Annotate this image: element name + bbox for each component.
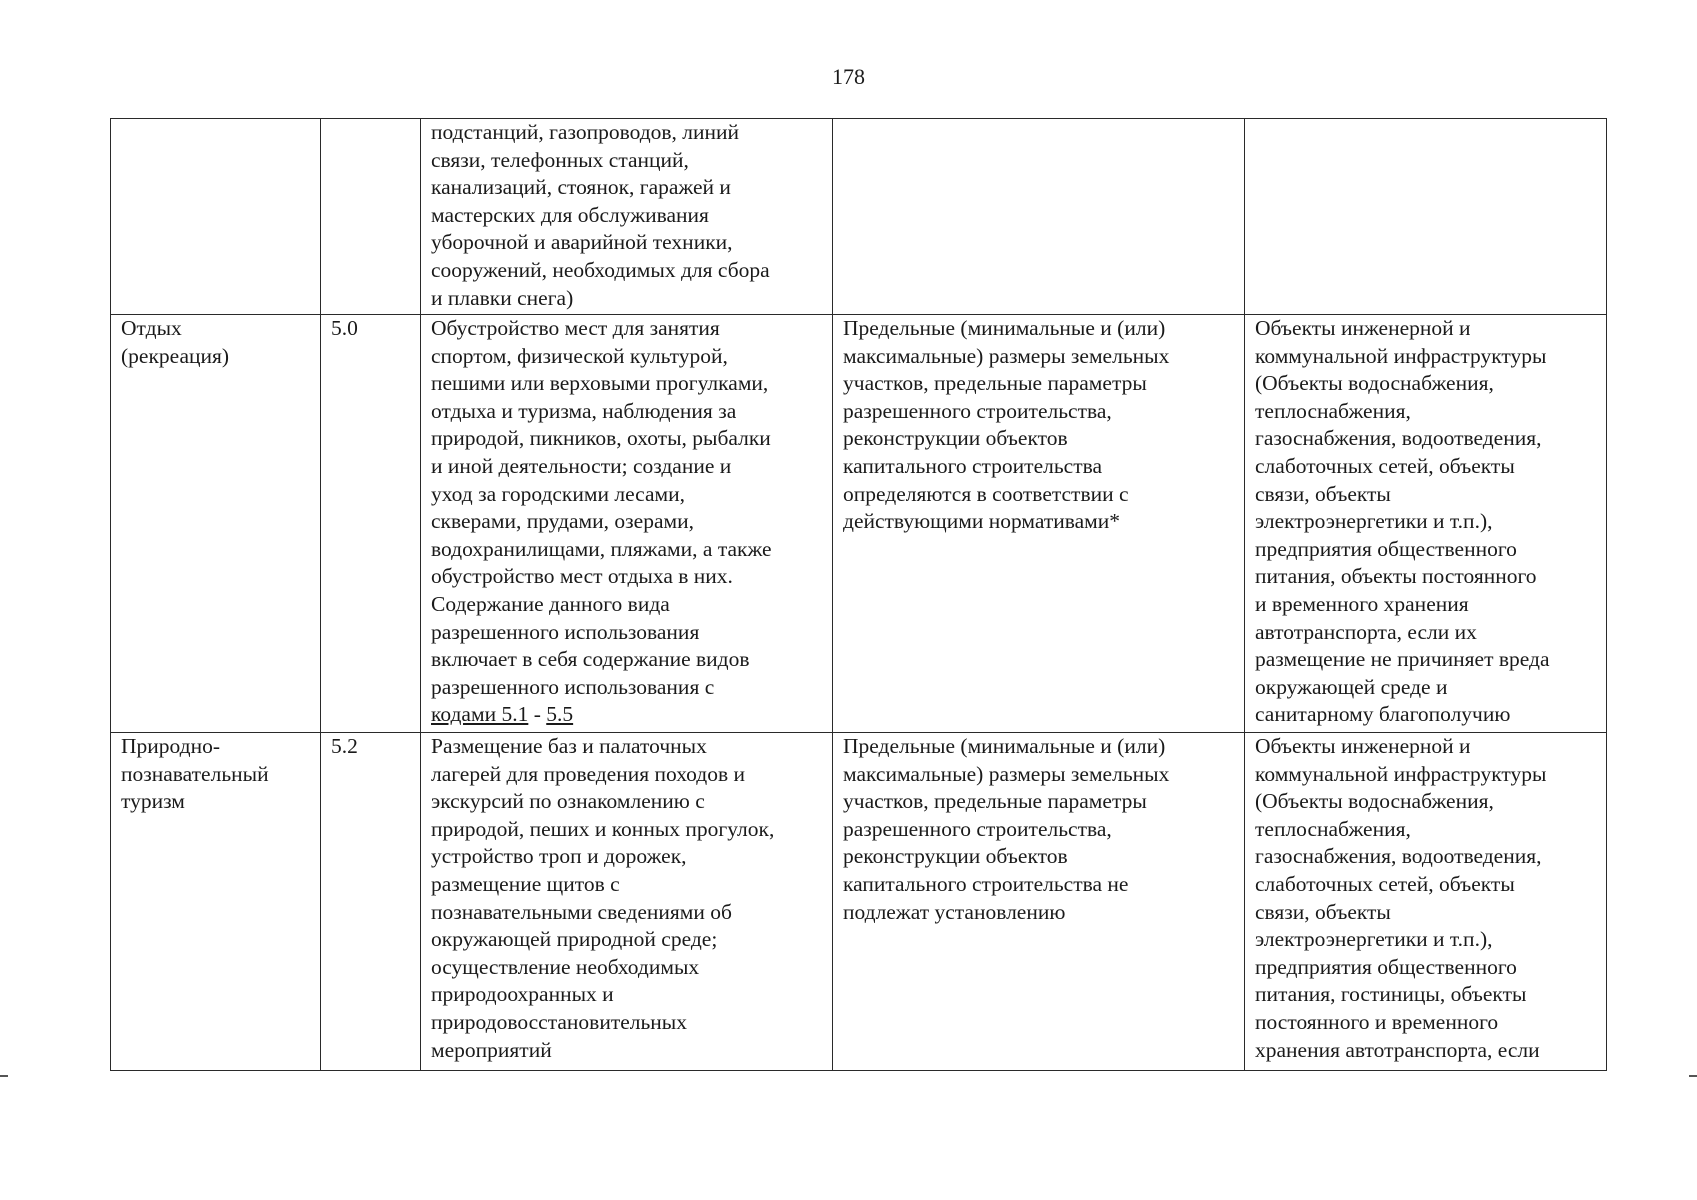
description-text: Обустройство мест для занятия спортом, физической культурой, пешими или верховыми прогулками, отдыха и туризма, наблюдения за природой, пикников, охоты, рыбалки и иной деятельности; создание и уход за городскими лесами, скверами, прудами, озерами, водохранилищами, пляжами, а также обустройство мест отдыха в них. Содержание данного вида разрешенного использования включает в себя содержание видов разрешенного использования с — [431, 316, 772, 699]
description-link-end: 5.5 — [546, 702, 574, 727]
description-link-start: кодами 5.1 — [431, 702, 529, 727]
left-margin-mark — [0, 1075, 8, 1077]
row-auxiliary-cell: Объекты инженерной и коммунальной инфраструктуры (Объекты водоснабжения, теплоснабжения, газоснабжения, водоотведения, слаботочных сетей, объекты связи, объекты электроэнергетики и т.п.), предприятия общественного питания, объекты постоянного и временного хранения автотранспорта, если их размещение не причиняет вреда окружающей среде и санитарному благополучию — [1245, 315, 1607, 733]
row-parameters-cell — [833, 119, 1245, 315]
land-use-table — [110, 118, 1607, 1071]
row-code-cell: 5.0 — [321, 315, 421, 733]
right-margin-mark — [1689, 1075, 1697, 1077]
table-row — [111, 119, 1607, 315]
row-auxiliary-cell: Объекты инженерной и коммунальной инфраструктуры (Объекты водоснабжения, теплоснабжения, газоснабжения, водоотведения, слаботочных сетей, объекты связи, объекты электроэнергетики и т.п.), предприятия общественного питания, гостиницы, объекты постоянного и временного хранения автотранспорта, если — [1245, 733, 1607, 1071]
row-auxiliary-cell — [1245, 119, 1607, 315]
row-description-cell — [421, 315, 833, 733]
row-name-cell: Отдых (рекреация) — [111, 315, 321, 733]
row-description-cell: Размещение баз и палаточных лагерей для проведения походов и экскурсий по ознакомлению с природой, пеших и конных прогулок, устройство троп и дорожек, размещение щитов с познавательными сведениями об окружающей природной среде; осуществление необходимых природоохранных и природовосстановительных мероприятий — [421, 733, 833, 1071]
row-parameters-cell: Предельные (минимальные и (или) максимальные) размеры земельных участков, предельные параметры разрешенного строительства, реконструкции объектов капитального строительства определяются в соответствии с действующими нормативами* — [833, 315, 1245, 733]
table-row — [111, 733, 1607, 1071]
row-parameters-cell: Предельные (минимальные и (или) максимальные) размеры земельных участков, предельные параметры разрешенного строительства, реконструкции объектов капитального строительства не подлежат установлению — [833, 733, 1245, 1071]
row-name-cell — [111, 119, 321, 315]
description-link-separator: - — [528, 702, 547, 727]
row-description-cell: подстанций, газопроводов, линий связи, телефонных станций, канализаций, стоянок, гаражей и мастерских для обслуживания уборочной и аварийной техники, сооружений, необходимых для сбора и плавки снега) — [421, 119, 833, 315]
table-row — [111, 315, 1607, 733]
row-name-cell: Природно- познавательный туризм — [111, 733, 321, 1071]
row-code-cell — [321, 119, 421, 315]
row-code-cell: 5.2 — [321, 733, 421, 1071]
page-number: 178 — [832, 64, 865, 89]
